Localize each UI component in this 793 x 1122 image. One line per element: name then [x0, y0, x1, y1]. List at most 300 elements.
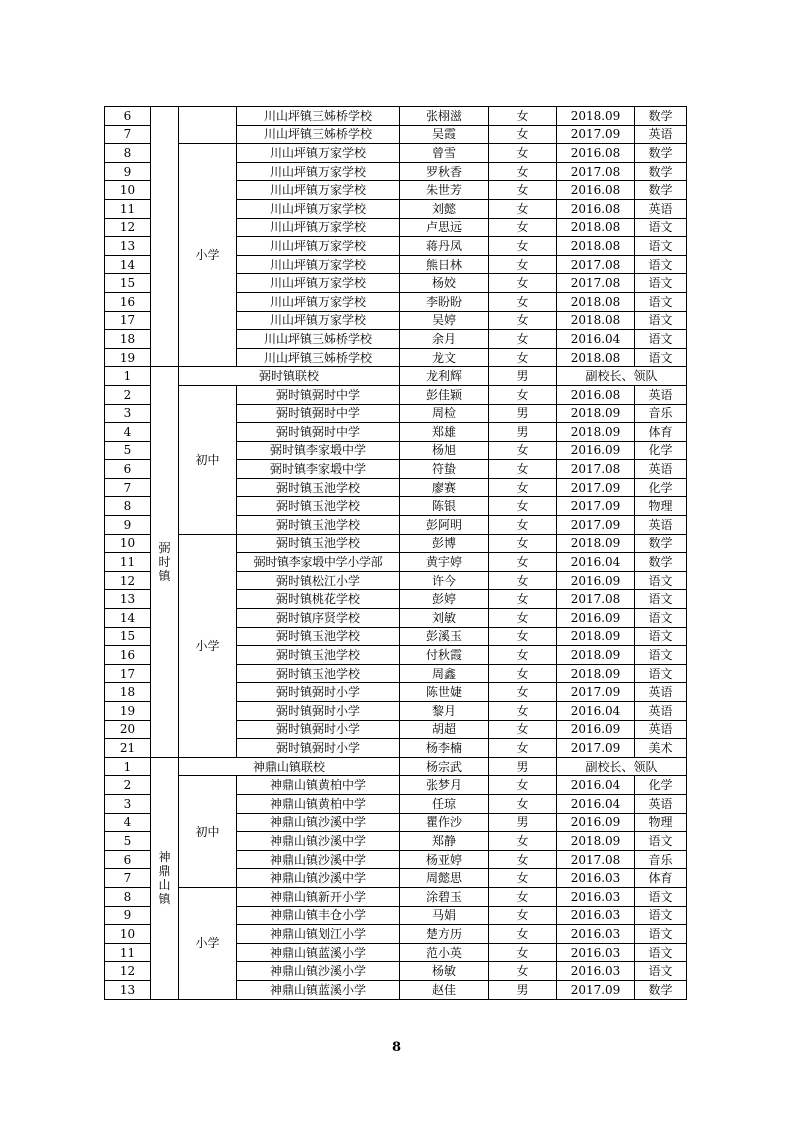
table-row — [105, 144, 687, 163]
start-date: 2017.08 — [557, 590, 635, 609]
gender: 男 — [489, 980, 557, 999]
teacher-name: 陈世婕 — [400, 683, 489, 702]
subject: 语文 — [635, 237, 687, 256]
school: 弼时镇弼时小学 — [237, 683, 400, 702]
school: 川山坪镇万家学校 — [237, 311, 400, 330]
start-date: 2017.08 — [557, 162, 635, 181]
teacher-name: 郑雄 — [400, 423, 489, 442]
level-cell: 初中 — [179, 385, 237, 534]
subject: 语文 — [635, 311, 687, 330]
level-cell — [179, 107, 237, 144]
start-date: 2018.09 — [557, 423, 635, 442]
subject: 物理 — [635, 813, 687, 832]
leader-row — [105, 367, 687, 386]
school: 弼时镇玉池学校 — [237, 664, 400, 683]
row-number: 16 — [105, 646, 151, 665]
row-number: 6 — [105, 850, 151, 869]
start-date: 2017.09 — [557, 497, 635, 516]
row-number: 18 — [105, 683, 151, 702]
teacher-name: 吴婷 — [400, 311, 489, 330]
start-date: 2018.09 — [557, 664, 635, 683]
start-date: 2016.08 — [557, 144, 635, 163]
school: 神鼎山镇沙溪小学 — [237, 962, 400, 981]
subject: 数学 — [635, 144, 687, 163]
row-number: 21 — [105, 739, 151, 758]
subject: 英语 — [635, 460, 687, 479]
school: 弼时镇桃花学校 — [237, 590, 400, 609]
gender: 女 — [489, 832, 557, 851]
subject: 语文 — [635, 906, 687, 925]
row-number: 13 — [105, 237, 151, 256]
teacher-name: 郑静 — [400, 832, 489, 851]
school: 弼时镇弼时中学 — [237, 423, 400, 442]
teacher-name: 卢思远 — [400, 218, 489, 237]
school: 弼时镇玉池学校 — [237, 627, 400, 646]
gender: 女 — [489, 107, 557, 126]
school: 弼时镇玉池学校 — [237, 497, 400, 516]
teacher-name: 杨敏 — [400, 962, 489, 981]
gender: 女 — [489, 385, 557, 404]
teacher-name: 杨姣 — [400, 274, 489, 293]
start-date: 2016.03 — [557, 869, 635, 888]
teacher-name: 彭博 — [400, 534, 489, 553]
teacher-name: 黎月 — [400, 702, 489, 721]
leader-row — [105, 757, 687, 776]
school: 川山坪镇万家学校 — [237, 181, 400, 200]
teacher-name: 刘懿 — [400, 199, 489, 218]
school: 川山坪镇三姊桥学校 — [237, 107, 400, 126]
gender: 女 — [489, 962, 557, 981]
row-number: 2 — [105, 776, 151, 795]
subject: 英语 — [635, 683, 687, 702]
teacher-name: 罗秋香 — [400, 162, 489, 181]
subject: 语文 — [635, 348, 687, 367]
row-number: 1 — [105, 757, 151, 776]
row-number: 14 — [105, 255, 151, 274]
start-date: 2016.09 — [557, 813, 635, 832]
row-number: 15 — [105, 627, 151, 646]
row-number: 18 — [105, 330, 151, 349]
level-cell: 小学 — [179, 144, 237, 367]
teacher-name: 李盼盼 — [400, 292, 489, 311]
subject: 数学 — [635, 162, 687, 181]
row-number: 6 — [105, 460, 151, 479]
subject: 语文 — [635, 330, 687, 349]
teacher-name: 马娟 — [400, 906, 489, 925]
subject: 英语 — [635, 720, 687, 739]
table-row — [105, 107, 687, 126]
table-row — [105, 534, 687, 553]
gender: 女 — [489, 683, 557, 702]
gender: 女 — [489, 850, 557, 869]
role: 副校长、领队 — [557, 757, 687, 776]
start-date: 2016.04 — [557, 553, 635, 572]
teacher-name: 蒋丹凤 — [400, 237, 489, 256]
row-number: 10 — [105, 181, 151, 200]
row-number: 4 — [105, 813, 151, 832]
row-number: 11 — [105, 199, 151, 218]
gender: 女 — [489, 776, 557, 795]
gender: 女 — [489, 348, 557, 367]
start-date: 2016.04 — [557, 794, 635, 813]
teacher-name: 周鑫 — [400, 664, 489, 683]
school: 弼时镇松江小学 — [237, 571, 400, 590]
teacher-name: 杨宗武 — [400, 757, 489, 776]
start-date: 2016.08 — [557, 199, 635, 218]
school: 神鼎山镇蓝溪小学 — [237, 943, 400, 962]
school: 神鼎山镇黄柏中学 — [237, 776, 400, 795]
teacher-name: 任琼 — [400, 794, 489, 813]
row-number: 10 — [105, 534, 151, 553]
town-char: 神 — [158, 850, 171, 865]
school: 神鼎山镇新开小学 — [237, 887, 400, 906]
school: 川山坪镇万家学校 — [237, 237, 400, 256]
gender: 女 — [489, 609, 557, 628]
row-number: 8 — [105, 144, 151, 163]
subject: 化学 — [635, 478, 687, 497]
start-date: 2016.04 — [557, 330, 635, 349]
gender: 男 — [489, 404, 557, 423]
subject: 语文 — [635, 274, 687, 293]
school: 弼时镇弼时小学 — [237, 720, 400, 739]
gender: 女 — [489, 534, 557, 553]
school: 弼时镇玉池学校 — [237, 646, 400, 665]
gender: 女 — [489, 590, 557, 609]
start-date: 2017.08 — [557, 255, 635, 274]
teacher-name: 杨亚婷 — [400, 850, 489, 869]
start-date: 2018.09 — [557, 646, 635, 665]
school: 神鼎山镇沙溪中学 — [237, 869, 400, 888]
table-row — [105, 776, 687, 795]
teacher-name: 龙文 — [400, 348, 489, 367]
school: 弼时镇弼时中学 — [237, 404, 400, 423]
subject: 语文 — [635, 609, 687, 628]
teacher-name: 涂碧玉 — [400, 887, 489, 906]
row-number: 7 — [105, 478, 151, 497]
school: 弼时镇玉池学校 — [237, 516, 400, 535]
row-number: 3 — [105, 794, 151, 813]
subject: 语文 — [635, 255, 687, 274]
teacher-name: 黄宇婷 — [400, 553, 489, 572]
school: 川山坪镇万家学校 — [237, 199, 400, 218]
row-number: 9 — [105, 516, 151, 535]
gender: 女 — [489, 497, 557, 516]
start-date: 2018.08 — [557, 292, 635, 311]
teacher-name: 张梦月 — [400, 776, 489, 795]
gender: 女 — [489, 646, 557, 665]
gender: 男 — [489, 423, 557, 442]
gender: 女 — [489, 553, 557, 572]
gender: 女 — [489, 664, 557, 683]
subject: 音乐 — [635, 850, 687, 869]
level-cell: 初中 — [179, 776, 237, 888]
subject: 体育 — [635, 423, 687, 442]
row-number: 13 — [105, 980, 151, 999]
teacher-name: 许今 — [400, 571, 489, 590]
row-number: 16 — [105, 292, 151, 311]
row-number: 5 — [105, 832, 151, 851]
gender: 男 — [489, 813, 557, 832]
row-number: 8 — [105, 887, 151, 906]
town-char: 时 — [158, 555, 171, 570]
row-number: 6 — [105, 107, 151, 126]
town-char: 鼎 — [158, 864, 171, 879]
teacher-name: 范小英 — [400, 943, 489, 962]
school: 川山坪镇万家学校 — [237, 274, 400, 293]
teacher-name: 吴霞 — [400, 125, 489, 144]
town-char: 弼 — [158, 541, 171, 556]
teacher-name: 张栩滋 — [400, 107, 489, 126]
start-date: 2016.09 — [557, 571, 635, 590]
start-date: 2017.09 — [557, 980, 635, 999]
gender: 女 — [489, 441, 557, 460]
row-number: 7 — [105, 869, 151, 888]
teacher-name: 龙利辉 — [400, 367, 489, 386]
start-date: 2018.09 — [557, 627, 635, 646]
school: 弼时镇弼时小学 — [237, 739, 400, 758]
town-cell — [151, 757, 179, 999]
subject: 物理 — [635, 497, 687, 516]
subject: 美术 — [635, 739, 687, 758]
school: 弼时镇玉池学校 — [237, 534, 400, 553]
teacher-name: 朱世芳 — [400, 181, 489, 200]
role: 副校长、领队 — [557, 367, 687, 386]
gender: 女 — [489, 292, 557, 311]
start-date: 2016.03 — [557, 906, 635, 925]
subject: 语文 — [635, 832, 687, 851]
teacher-name: 彭溪玉 — [400, 627, 489, 646]
start-date: 2016.09 — [557, 720, 635, 739]
town-char: 山 — [158, 878, 171, 893]
subject: 英语 — [635, 385, 687, 404]
row-number: 12 — [105, 218, 151, 237]
school: 神鼎山镇丰仓小学 — [237, 906, 400, 925]
start-date: 2018.09 — [557, 534, 635, 553]
town-cell — [151, 367, 179, 757]
teacher-name: 瞿作沙 — [400, 813, 489, 832]
gender: 女 — [489, 181, 557, 200]
teacher-name: 彭阿明 — [400, 516, 489, 535]
start-date: 2016.03 — [557, 943, 635, 962]
level-cell: 小学 — [179, 534, 237, 757]
row-number: 1 — [105, 367, 151, 386]
school: 神鼎山镇联校 — [179, 757, 400, 776]
gender: 女 — [489, 925, 557, 944]
subject: 英语 — [635, 516, 687, 535]
teacher-name: 周懿思 — [400, 869, 489, 888]
gender: 女 — [489, 720, 557, 739]
row-number: 9 — [105, 162, 151, 181]
start-date: 2018.08 — [557, 218, 635, 237]
school: 川山坪镇万家学校 — [237, 292, 400, 311]
subject: 语文 — [635, 925, 687, 944]
school: 神鼎山镇黄柏中学 — [237, 794, 400, 813]
subject: 语文 — [635, 646, 687, 665]
row-number: 15 — [105, 274, 151, 293]
subject: 语文 — [635, 218, 687, 237]
roster-body — [105, 107, 687, 1000]
subject: 数学 — [635, 980, 687, 999]
subject: 语文 — [635, 887, 687, 906]
row-number: 20 — [105, 720, 151, 739]
start-date: 2018.08 — [557, 311, 635, 330]
row-number: 13 — [105, 590, 151, 609]
gender: 女 — [489, 460, 557, 479]
subject: 数学 — [635, 534, 687, 553]
gender: 女 — [489, 162, 557, 181]
gender: 女 — [489, 794, 557, 813]
start-date: 2018.09 — [557, 832, 635, 851]
gender: 女 — [489, 702, 557, 721]
school: 神鼎山镇蓝溪小学 — [237, 980, 400, 999]
teacher-name: 彭婷 — [400, 590, 489, 609]
teacher-name: 杨李楠 — [400, 739, 489, 758]
row-number: 11 — [105, 943, 151, 962]
start-date: 2018.08 — [557, 237, 635, 256]
level-cell: 小学 — [179, 887, 237, 999]
start-date: 2018.09 — [557, 107, 635, 126]
gender: 女 — [489, 199, 557, 218]
start-date: 2017.08 — [557, 850, 635, 869]
gender: 女 — [489, 627, 557, 646]
school: 川山坪镇万家学校 — [237, 162, 400, 181]
start-date: 2016.08 — [557, 181, 635, 200]
school: 弼时镇玉池学校 — [237, 478, 400, 497]
subject: 语文 — [635, 590, 687, 609]
teacher-name: 赵佳 — [400, 980, 489, 999]
school: 川山坪镇三姊桥学校 — [237, 330, 400, 349]
school: 弼时镇弼时中学 — [237, 385, 400, 404]
subject: 英语 — [635, 794, 687, 813]
subject: 语文 — [635, 664, 687, 683]
teacher-name: 付秋霞 — [400, 646, 489, 665]
row-number: 3 — [105, 404, 151, 423]
subject: 化学 — [635, 441, 687, 460]
row-number: 9 — [105, 906, 151, 925]
start-date: 2016.04 — [557, 702, 635, 721]
subject: 语文 — [635, 943, 687, 962]
school: 神鼎山镇沙溪中学 — [237, 850, 400, 869]
table-row — [105, 385, 687, 404]
start-date: 2016.03 — [557, 925, 635, 944]
teacher-name: 曾雪 — [400, 144, 489, 163]
row-number: 17 — [105, 311, 151, 330]
gender: 女 — [489, 125, 557, 144]
town-char: 镇 — [158, 569, 171, 584]
subject: 体育 — [635, 869, 687, 888]
teacher-name: 周检 — [400, 404, 489, 423]
start-date: 2017.09 — [557, 683, 635, 702]
subject: 语文 — [635, 292, 687, 311]
start-date: 2016.08 — [557, 385, 635, 404]
row-number: 5 — [105, 441, 151, 460]
town-cell — [151, 107, 179, 367]
row-number: 19 — [105, 702, 151, 721]
subject: 语文 — [635, 571, 687, 590]
teacher-roster-table — [104, 106, 687, 1000]
row-number: 12 — [105, 571, 151, 590]
school: 弼时镇序贤学校 — [237, 609, 400, 628]
subject: 英语 — [635, 702, 687, 721]
school: 川山坪镇三姊桥学校 — [237, 125, 400, 144]
row-number: 17 — [105, 664, 151, 683]
gender: 女 — [489, 739, 557, 758]
row-number: 12 — [105, 962, 151, 981]
subject: 语文 — [635, 962, 687, 981]
school: 神鼎山镇沙溪中学 — [237, 813, 400, 832]
start-date: 2018.09 — [557, 404, 635, 423]
gender: 女 — [489, 237, 557, 256]
subject: 英语 — [635, 199, 687, 218]
gender: 男 — [489, 367, 557, 386]
school: 川山坪镇万家学校 — [237, 255, 400, 274]
start-date: 2017.09 — [557, 739, 635, 758]
teacher-name: 胡超 — [400, 720, 489, 739]
gender: 女 — [489, 330, 557, 349]
gender: 女 — [489, 887, 557, 906]
school: 川山坪镇三姊桥学校 — [237, 348, 400, 367]
subject: 数学 — [635, 181, 687, 200]
start-date: 2016.03 — [557, 962, 635, 981]
teacher-name: 符蛰 — [400, 460, 489, 479]
gender: 女 — [489, 943, 557, 962]
teacher-name: 楚方历 — [400, 925, 489, 944]
row-number: 10 — [105, 925, 151, 944]
teacher-name: 陈银 — [400, 497, 489, 516]
start-date: 2016.04 — [557, 776, 635, 795]
row-number: 8 — [105, 497, 151, 516]
subject: 语文 — [635, 627, 687, 646]
school: 弼时镇李家塅中学 — [237, 460, 400, 479]
start-date: 2018.08 — [557, 348, 635, 367]
gender: 女 — [489, 311, 557, 330]
gender: 女 — [489, 516, 557, 535]
start-date: 2016.03 — [557, 887, 635, 906]
start-date: 2017.08 — [557, 460, 635, 479]
teacher-name: 刘敏 — [400, 609, 489, 628]
gender: 女 — [489, 869, 557, 888]
row-number: 7 — [105, 125, 151, 144]
gender: 女 — [489, 478, 557, 497]
start-date: 2017.08 — [557, 274, 635, 293]
gender: 女 — [489, 571, 557, 590]
teacher-name: 余月 — [400, 330, 489, 349]
table-row — [105, 887, 687, 906]
row-number: 2 — [105, 385, 151, 404]
start-date: 2017.09 — [557, 478, 635, 497]
subject: 数学 — [635, 553, 687, 572]
subject: 英语 — [635, 125, 687, 144]
row-number: 4 — [105, 423, 151, 442]
teacher-name: 杨旭 — [400, 441, 489, 460]
row-number: 14 — [105, 609, 151, 628]
start-date: 2017.09 — [557, 125, 635, 144]
start-date: 2017.09 — [557, 516, 635, 535]
gender: 女 — [489, 906, 557, 925]
teacher-name: 熊日林 — [400, 255, 489, 274]
teacher-name: 廖赛 — [400, 478, 489, 497]
teacher-name: 彭佳颖 — [400, 385, 489, 404]
gender: 男 — [489, 757, 557, 776]
school: 川山坪镇万家学校 — [237, 218, 400, 237]
town-char: 镇 — [158, 892, 171, 907]
school: 神鼎山镇沙溪中学 — [237, 832, 400, 851]
school: 川山坪镇万家学校 — [237, 144, 400, 163]
school: 神鼎山镇划江小学 — [237, 925, 400, 944]
subject: 化学 — [635, 776, 687, 795]
subject: 音乐 — [635, 404, 687, 423]
row-number: 11 — [105, 553, 151, 572]
